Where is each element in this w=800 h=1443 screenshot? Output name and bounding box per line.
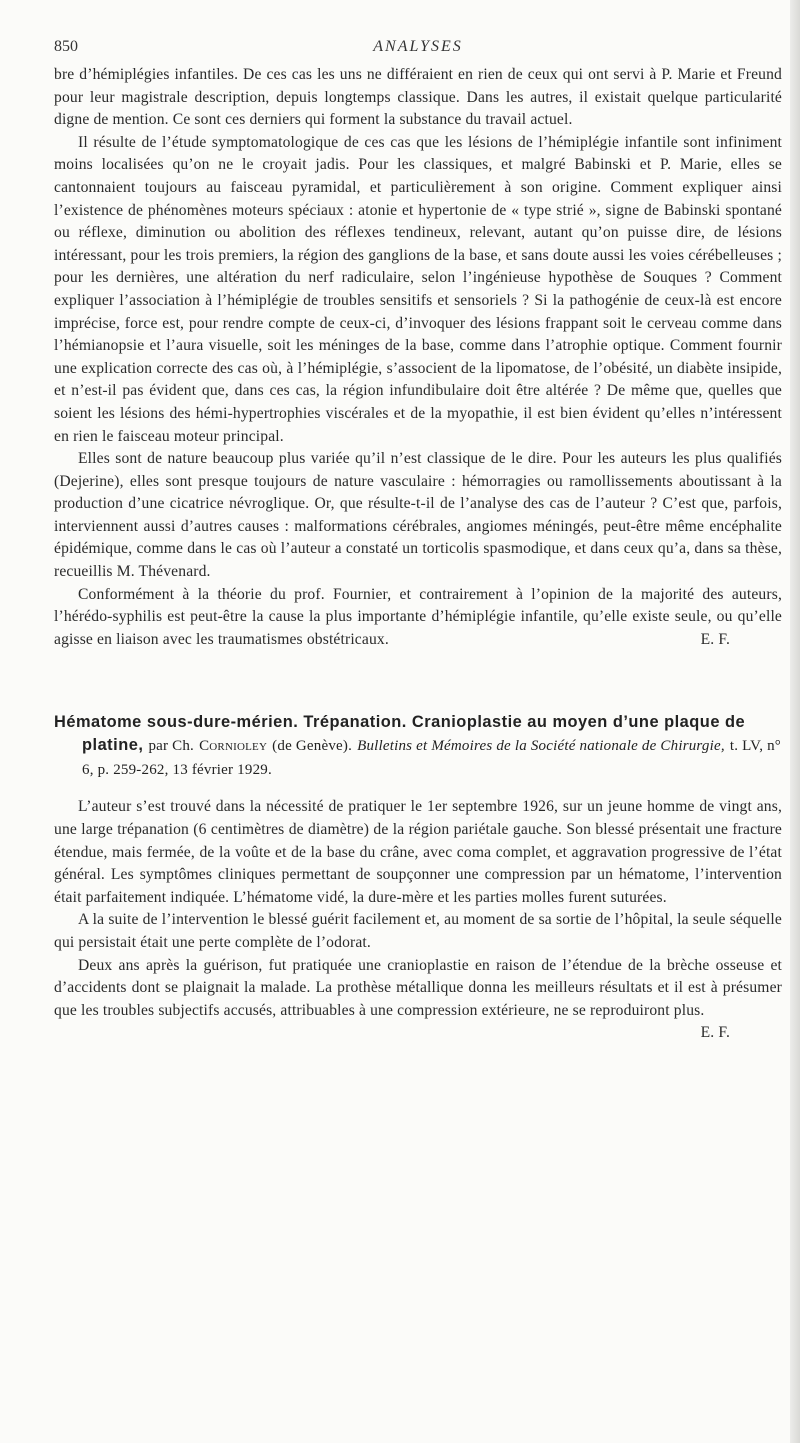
author-name: Cornioley <box>199 738 268 755</box>
paragraph: L’auteur s’est trouvé dans la nécessité de pratiquer le 1er septembre 1926, sur un jeune homme de vingt ans, une large trépanation (6 centimètres de diamètre) de la région pariétale gauche. Son blessé présentait une fracture étendue, mais fermée, de la voûte et de la base du crâne, avec coma complet, et aggravation progressive de l’état général. Les symptômes cliniques permettant de soupçonner une compression par un hématome, l’intervention était parfaitement indiquée. L’hématome vidé, la dure-mère et les parties molles furent suturées. <box>54 798 782 906</box>
paragraph: Elles sont de nature beaucoup plus variée qu’il n’est classique de le dire. Pour les auteurs les plus qualifiés (Dejerine), elles sont presque toujours de nature vasculaire : hémorragies ou ramollissements aboutissant à la production d’une cicatrice névroglique. Or, que résulte-t-il de l’analyse des cas de l’auteur ? C’est que, parfois, interviennent aussi d’autres causes : malformations cérébrales, angiomes méningés, peut-être même encéphalite épidémique, comme dans le cas où l’auteur a constaté un torticolis spasmodique, et dans ceux qu’a, dans sa thèse, recueillis M. Thévenard. <box>54 450 782 581</box>
paragraph-text: Deux ans après la guérison, fut pratiquée une cranioplastie en raison de l’étendue de la brèche osseuse et d’accidents dont se plaignait la malade. La prothèse métallique donna les meilleurs résultats et il est à présumer que les troubles subjectifs accusés, attribuables à une compression extérieure, ne se reproduiront plus. <box>54 956 782 1019</box>
page-edge-shadow <box>790 0 800 1443</box>
paragraph: A la suite de l’intervention le blessé guérit facilement et, au moment de sa sortie de l’hôpital, la seule séquelle qui persistait était une perte complète de l’odorat. <box>54 911 782 951</box>
article-heading <box>54 711 782 782</box>
citation-details: t. LV, n° 6, p. 259-262, 13 février 1929. <box>82 738 782 779</box>
author-location: (de Genève). <box>272 738 353 755</box>
page-header <box>54 38 782 64</box>
article-hemiplegie <box>54 64 782 651</box>
author-signature: E. F. <box>700 630 730 648</box>
paragraph: bre d’hémiplégies infantiles. De ces cas les uns ne différaient en rien de ceux qui ont servi à P. Marie et Freund pour leur magistrale description, depuis longtemps classique. Dans les autres, il existait quelque particularité digne de mention. Ce sont ces derniers qui forment la substance du travail actuel. <box>54 66 782 129</box>
author-prefix: par Ch. <box>148 738 195 755</box>
article-hematome <box>54 711 782 1042</box>
author-signature: E. F. <box>700 1024 730 1042</box>
paragraph <box>54 584 782 652</box>
journal-name: Bulletins et Mémoires de la Société nationale de Chirurgie, <box>357 738 725 755</box>
page-number: 850 <box>54 38 78 55</box>
paragraph: Il résulte de l’étude symptomatologique de ces cas que les lésions de l’hémiplégie infantile sont infiniment moins localisées qu’on ne le croyait jadis. Pour les classiques, et malgré Babinski et P. Marie, elles se cantonnaient toujours au faisceau pyramidal, et particulièrement à son origine. Comment expliquer ainsi l’existence de phénomènes moteurs spéciaux : atonie et hypertonie de « type strié », signe de Babinski spontané ou réflexe, diminution ou abolition des réflexes tendineux, relevant, autant qu’on puisse dire, de lésions intéressant, pour les trois premiers, la région des ganglions de la base, et sans doute aussi les voies cérébelleuses ; pour les dernières, une altération du nerf radiculaire, selon l’ingénieuse hypothèse de Souques ? Comment expliquer l’association à l’hémiplégie de troubles sensitifs et sensoriels ? Si la pathogénie de ceux-là est encore imprécise, force est, pour rendre compte de ceux-ci, d’invoquer des lésions frappant soit le cerveau comme dans l’hémianopsie et l’aura visuelle, soit les méninges de la base, comme dans l’atrophie optique. Comment fournir une explication correcte des cas où, à l’hémiplégie, s’associent de la lipomatose, de l’obésité, un diabète insipide, et n’est-il pas évident que, dans ces cas, la région infundibulaire doit être altérée ? De même que, quelles que soient les lésions des hémi-hypertrophies viscérales et de la myopathie, il est bien évident qu’elles n’intéressent en rien le faisceau moteur principal. <box>54 133 782 445</box>
paragraph <box>54 955 782 1042</box>
article-title: Hématome sous-dure-mérien. Trépanation. Cranioplastie au moyen d’une plaque de platine, <box>54 713 746 755</box>
paragraph-text: Conformément à la théorie du prof. Fournier, et contrairement à l’opinion de la majorité des auteurs, l’hérédo-syphilis est peut-être la cause la plus importante d’hémiplégie infantile, qu’elle existe seule, ou qu’elle agisse en liaison avec les traumatismes obstétricaux. <box>54 585 782 648</box>
running-title: ANALYSES <box>373 38 463 55</box>
